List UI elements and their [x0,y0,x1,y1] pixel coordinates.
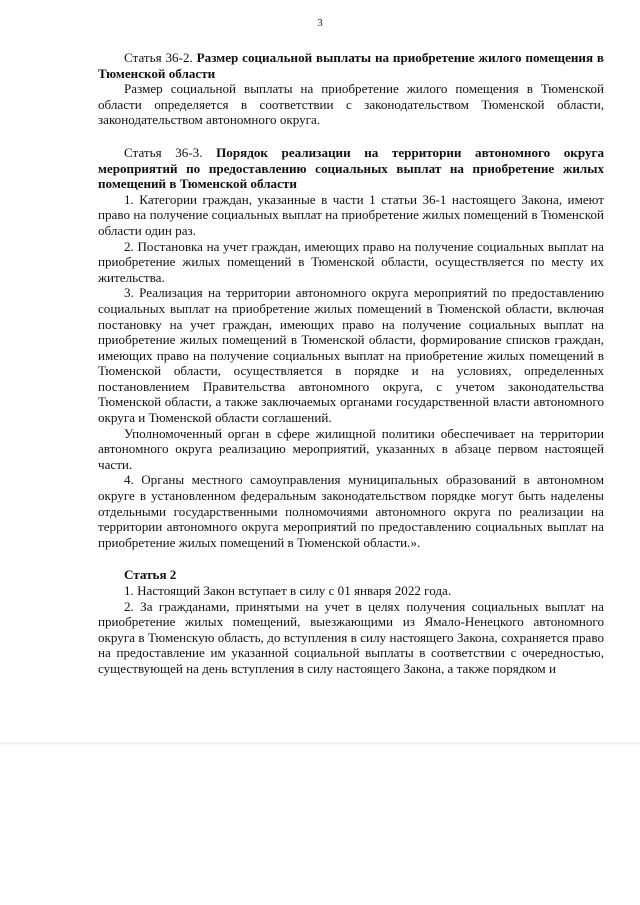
article-36-3-paragraph: 3. Реализация на территории автономного округа мероприятий по предоставлению социальных выплат на приобретение жилых помещений в Тюменской области, включая постановку на учет граждан, имеющих право на получение социальных выплат на приобретение жилых помещений в Тюменской области, формирование списков граждан, имеющих право на получение социальных выплат на приобретение жилых помещений в Тюменской области, осуществляется в порядке и на условиях, определенных постановлением Правительства автономного округа, с учетом законодательства Тюменской области, а также заключаемых органами государственной власти автономного округа и Тюменской области соглашений. [98,285,604,426]
document-body [98,50,604,677]
article-2-paragraph: 2. За гражданами, принятыми на учет в целях получения социальных выплат на приобретение жилых помещений, выезжающими из Ямало-Ненецкого автономного округа в Тюменскую область, до вступления в силу настоящего Закона, сохраняется право на предоставление им указанной социальной выплаты в соответствии с очередностью, существующей на день вступления в силу настоящего Закона, а также порядком и [98,598,604,676]
article-36-2-label: Статья 36-2. [124,50,193,65]
article-36-2-title: Размер социальной выплаты на приобретение жилого помещения в Тюменской области [98,50,604,81]
article-36-3-paragraph: 2. Постановка на учет граждан, имеющих право на получение социальных выплат на приобретение жилых помещений в Тюменской области, осуществляется по месту их жительства. [98,238,604,285]
article-36-3-paragraph: 4. Органы местного самоуправления муниципальных образований в автономном округе в установленном федеральным законодательством порядке могут быть наделены отдельными государственными полномочиями автономного округа по реализации на территории автономного округа мероприятий по предоставлению социальных выплат на приобретение жилых помещений в Тюменской области.». [98,472,604,550]
scan-edge-shadow [0,742,640,746]
article-36-3-paragraph: 1. Категории граждан, указанные в части 1 статьи 36-1 настоящего Закона, имеют право на получение социальных выплат на приобретение жилых помещений в Тюменской области один раз. [98,191,604,238]
article-36-3-paragraph: Уполномоченный орган в сфере жилищной политики обеспечивает на территории автономного округа реализацию мероприятий, указанных в абзаце первом настоящей части. [98,425,604,472]
article-36-3-title: Порядок реализации на территории автономного округа мероприятий по предоставлению социальных выплат на приобретение жилых помещений в Тюменской области [98,144,604,192]
article-36-3-label: Статья 36-3. [124,144,203,160]
article-2-title: Статья 2 [124,567,177,583]
article-36-3-heading [98,145,604,192]
page-number: 3 [317,17,323,29]
article-2-heading [98,567,604,583]
article-2-paragraph: 1. Настоящий Закон вступает в силу с 01 января 2022 года. [124,583,452,598]
article-36-2-text: Размер социальной выплаты на приобретение жилого помещения в Тюменской области определяется в соответствии с законодательством Тюменской области, законодательством автономного округа. [98,81,604,128]
article-36-2-heading [98,50,604,81]
